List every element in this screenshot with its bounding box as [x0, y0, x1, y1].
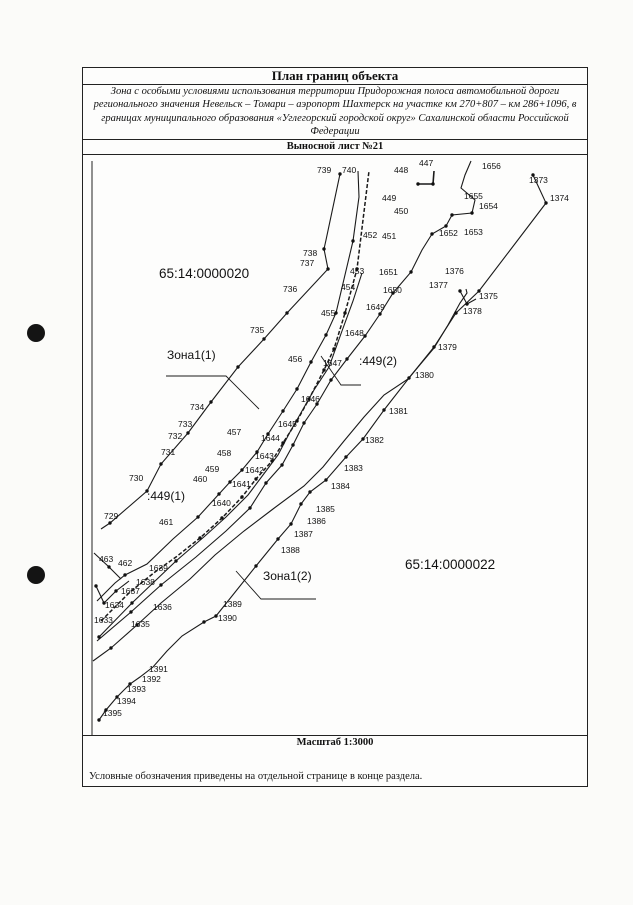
cadastral-block-label: 65:14:0000020 — [159, 266, 250, 281]
boundary-vertex — [324, 333, 327, 336]
point-number-label: 1380 — [415, 370, 434, 380]
boundary-vertex — [107, 565, 110, 568]
point-number-label: 1393 — [127, 684, 146, 694]
point-number-label: 1385 — [316, 504, 335, 514]
boundary-vertex — [202, 620, 205, 623]
boundary-vertex — [276, 537, 279, 540]
sheet-number: Выносной лист №21 — [83, 140, 587, 155]
point-number-label: 1390 — [218, 613, 237, 623]
point-number-label: 1639 — [149, 563, 168, 573]
boundary-vertex — [407, 376, 410, 379]
boundary-vertex — [431, 182, 434, 185]
point-number-label: 1395 — [103, 708, 122, 718]
boundary-vertex — [159, 462, 162, 465]
point-number-label: 1384 — [331, 481, 350, 491]
point-number-label: 458 — [217, 448, 232, 458]
point-number-label: 1634 — [105, 600, 124, 610]
boundary-vertex — [326, 267, 329, 270]
boundary-vertex — [378, 312, 381, 315]
boundary-vertex — [291, 443, 294, 446]
boundary-vertex — [309, 360, 312, 363]
point-number-label: 1636 — [153, 602, 172, 612]
boundary-vertex — [299, 502, 302, 505]
point-number-label: 1635 — [131, 619, 150, 629]
point-number-label: 737 — [300, 258, 315, 268]
point-number-label: 1381 — [389, 406, 408, 416]
boundary-vertex — [94, 584, 97, 587]
boundary-vertex — [264, 481, 267, 484]
plan-title: План границ объекта — [83, 68, 587, 85]
boundary-vertex — [97, 718, 100, 721]
point-number-label: 1373 — [529, 175, 548, 185]
point-number-label: 1389 — [223, 599, 242, 609]
boundary-vertex — [196, 515, 199, 518]
point-number-label: 453 — [350, 266, 365, 276]
boundary-vertex — [382, 408, 385, 411]
point-number-label: 1383 — [344, 463, 363, 473]
point-number-label: 1651 — [379, 267, 398, 277]
point-number-label: 461 — [159, 517, 174, 527]
point-number-label: 1376 — [445, 266, 464, 276]
point-number-label: 729 — [104, 511, 119, 521]
point-number-label: 1375 — [479, 291, 498, 301]
point-number-label: 454 — [341, 282, 356, 292]
boundary-vertex — [281, 441, 284, 444]
point-number-label: 1648 — [345, 328, 364, 338]
boundary-vertex — [123, 573, 126, 576]
boundary-vertex — [114, 589, 117, 592]
point-number-label: 1643 — [255, 451, 274, 461]
boundary-map — [83, 154, 587, 736]
point-number-label: 1379 — [438, 342, 457, 352]
boundary-vertex — [344, 455, 347, 458]
boundary-vertex — [322, 368, 325, 371]
point-number-label: 734 — [190, 402, 205, 412]
point-number-label: 1656 — [482, 161, 501, 171]
point-number-label: 1646 — [301, 394, 320, 404]
zone-label: Зона1(1) — [167, 348, 216, 362]
boundary-vertex — [159, 583, 162, 586]
point-number-label: 730 — [129, 473, 144, 483]
boundary-vertex — [240, 468, 243, 471]
point-number-label: 459 — [205, 464, 220, 474]
boundary-vertex — [129, 610, 132, 613]
boundary-vertex — [454, 311, 457, 314]
point-number-label: 1638 — [136, 577, 155, 587]
point-number-label: 731 — [161, 447, 176, 457]
boundary-vertex — [240, 495, 243, 498]
boundary-vertex — [470, 211, 473, 214]
boundary-vertex — [432, 345, 435, 348]
boundary-vertex — [322, 247, 325, 250]
boundary-vertex — [281, 409, 284, 412]
point-number-label: 1378 — [463, 306, 482, 316]
point-number-label: 1650 — [383, 285, 402, 295]
point-number-label: 736 — [283, 284, 298, 294]
boundary-vertex — [280, 463, 283, 466]
point-number-label: 1391 — [149, 664, 168, 674]
boundary-vertex — [409, 270, 412, 273]
point-number-label: 739 — [317, 165, 332, 175]
punch-hole-top — [27, 324, 45, 342]
point-number-label: 1645 — [278, 419, 297, 429]
point-number-label: 451 — [382, 231, 397, 241]
point-number-label: 1642 — [245, 465, 264, 475]
boundary-vertex — [458, 289, 461, 292]
point-number-label: 1641 — [232, 479, 251, 489]
point-number-label: 1637 — [121, 586, 140, 596]
point-number-label: 1649 — [366, 302, 385, 312]
point-number-label: 1387 — [294, 529, 313, 539]
point-number-label: 733 — [178, 419, 193, 429]
point-number-label: 738 — [303, 248, 318, 258]
boundary-vertex — [254, 477, 257, 480]
point-number-label: 1655 — [464, 191, 483, 201]
point-number-label: 1386 — [307, 516, 326, 526]
boundary-vertex — [130, 601, 133, 604]
boundary-vertex — [450, 213, 453, 216]
point-number-label: 735 — [250, 325, 265, 335]
point-number-label: 457 — [227, 427, 242, 437]
boundary-vertex — [544, 201, 547, 204]
boundary-vertex — [302, 421, 305, 424]
cadastral-block-label: 65:14:0000022 — [405, 557, 496, 572]
zone-label: Зона1(2) — [263, 569, 312, 583]
boundary-vertex — [108, 521, 111, 524]
point-number-label: 1633 — [94, 615, 113, 625]
point-number-label: 1394 — [117, 696, 136, 706]
point-number-label: 460 — [193, 474, 208, 484]
boundary-vertex — [329, 378, 332, 381]
boundary-vertex — [324, 478, 327, 481]
boundary-vertex — [97, 635, 100, 638]
punch-hole-bottom — [27, 566, 45, 584]
point-number-label: 1377 — [429, 280, 448, 290]
boundary-vertex — [254, 564, 257, 567]
point-number-label: 1640 — [212, 498, 231, 508]
point-number-label: 1382 — [365, 435, 384, 445]
scale-label: Масштаб 1:3000 — [296, 737, 374, 748]
boundary-vertex — [351, 239, 354, 242]
zone-label: :449(1) — [147, 489, 186, 503]
point-number-label: 463 — [99, 554, 114, 564]
plan-subtitle: Зона с особыми условиями использования территории Придорожная полоса автомобильной дороги регионального значения Невельск – Томари – аэропорт Шахтерск на участке км 270+807 – км 286+1096, в границах муниципального образования «Углегорский городской округ» Сахалинской области Российской Федерации — [83, 84, 587, 140]
point-number-label: 452 — [363, 230, 378, 240]
point-number-label: 1647 — [323, 358, 342, 368]
point-number-label: 1654 — [479, 201, 498, 211]
point-number-label: 448 — [394, 165, 409, 175]
point-number-label: 1392 — [142, 674, 161, 684]
boundary-vertex — [416, 182, 419, 185]
boundary-vertex — [248, 506, 251, 509]
boundary-plan-sheet — [82, 67, 588, 787]
boundary-vertex — [262, 337, 265, 340]
boundary-vertex — [332, 347, 335, 350]
boundary-vertex — [174, 559, 177, 562]
point-number-label: 455 — [321, 308, 336, 318]
boundary-vertex — [345, 357, 348, 360]
boundary-vertex — [343, 311, 346, 314]
boundary-vertex — [289, 522, 292, 525]
point-number-label: 450 — [394, 206, 409, 216]
boundary-vertex — [217, 492, 220, 495]
point-number-label: 1374 — [550, 193, 569, 203]
point-number-label: 1644 — [261, 433, 280, 443]
point-number-label: 740 — [342, 165, 357, 175]
boundary-vertex — [295, 387, 298, 390]
point-number-label: 1652 — [439, 228, 458, 238]
point-number-label: 732 — [168, 431, 183, 441]
point-number-label: 449 — [382, 193, 397, 203]
point-number-label: 456 — [288, 354, 303, 364]
point-number-label: 462 — [118, 558, 133, 568]
boundary-vertex — [220, 516, 223, 519]
point-number-label: 1653 — [464, 227, 483, 237]
zone-label: :449(2) — [359, 354, 398, 368]
point-number-label: 1388 — [281, 545, 300, 555]
boundary-vertex — [209, 400, 212, 403]
boundary-vertex — [285, 311, 288, 314]
point-number-label: 447 — [419, 158, 434, 168]
boundary-vertex — [198, 536, 201, 539]
map-drawing — [83, 154, 587, 735]
boundary-vertex — [430, 232, 433, 235]
boundary-vertex — [109, 646, 112, 649]
boundary-vertex — [308, 490, 311, 493]
legend-note: Условные обозначения приведены на отдельной странице в конце раздела. — [89, 771, 423, 782]
boundary-vertex — [186, 431, 189, 434]
boundary-vertex — [236, 365, 239, 368]
